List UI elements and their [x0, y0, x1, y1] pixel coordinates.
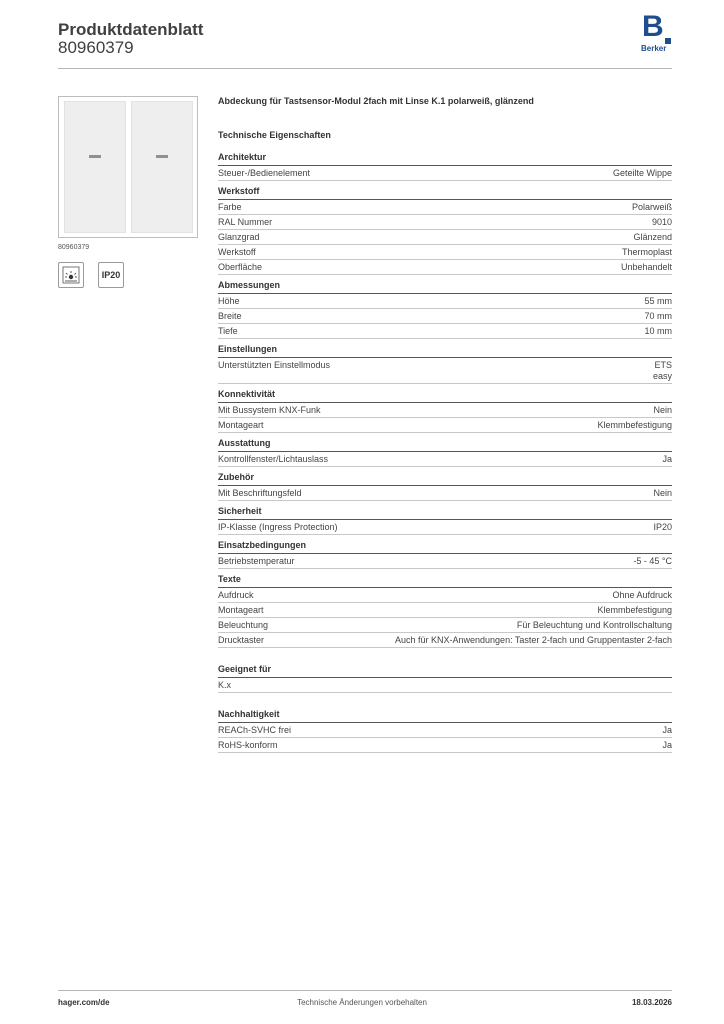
spec-label: Montageart: [218, 605, 264, 615]
spec-value: Thermoplast: [621, 247, 672, 257]
section-title: Abmessungen: [218, 280, 672, 294]
spec-value: Polarweiß: [631, 202, 672, 212]
spec-label: Mit Beschriftungsfeld: [218, 488, 302, 498]
spec-label: Oberfläche: [218, 262, 263, 272]
spec-label: Glanzgrad: [218, 232, 260, 242]
spec-value: 9010: [651, 217, 672, 227]
spec-value: Ja: [662, 725, 672, 735]
spec-label: RAL Nummer: [218, 217, 273, 227]
header-divider: [58, 68, 672, 69]
spec-value: Ja: [662, 454, 672, 464]
section-title: Geeignet für: [218, 664, 672, 678]
spec-row: [218, 618, 672, 633]
spec-label: IP-Klasse (Ingress Protection): [218, 522, 338, 532]
spec-value: Auch für KNX-Anwendungen: Taster 2-fach und Gruppentaster 2-fach: [395, 635, 672, 645]
lens-indicator: [89, 155, 101, 158]
section-title: Sicherheit: [218, 506, 672, 520]
image-caption: 80960379: [58, 244, 90, 251]
section-title: Zubehör: [218, 472, 672, 486]
spec-row: [218, 309, 672, 324]
section-title: Werkstoff: [218, 186, 672, 200]
spec-row: [218, 294, 672, 309]
spec-section: [218, 152, 672, 181]
footer-divider: [58, 990, 672, 991]
spec-value: Unbehandelt: [620, 262, 672, 272]
spec-row: [218, 633, 672, 648]
spec-section: [218, 709, 672, 753]
light-icon: [58, 262, 84, 288]
spec-section: [218, 438, 672, 467]
section-title: Ausstattung: [218, 438, 672, 452]
section-title: Architektur: [218, 152, 672, 166]
properties-heading: Technische Eigenschaften: [218, 130, 331, 140]
spec-value: 70 mm: [644, 311, 672, 321]
section-title: Einstellungen: [218, 344, 672, 358]
spec-label: Drucktaster: [218, 635, 265, 645]
spec-value: Glänzend: [633, 232, 672, 242]
spec-value: Ja: [662, 740, 672, 750]
ip-class-badge: IP20: [98, 262, 124, 288]
spec-value: Nein: [653, 405, 672, 415]
spec-row: [218, 403, 672, 418]
spec-label: Mit Bussystem KNX-Funk: [218, 405, 321, 415]
spec-section: [218, 389, 672, 433]
spec-section: [218, 186, 672, 275]
spec-row: [218, 678, 672, 693]
spec-row: [218, 554, 672, 569]
spec-row: [218, 358, 672, 384]
spec-value: Nein: [653, 488, 672, 498]
spec-sections: [218, 152, 672, 753]
spec-row: [218, 324, 672, 339]
spec-row: [218, 723, 672, 738]
spec-label: Kontrollfenster/Lichtauslass: [218, 454, 329, 464]
berker-logo: B Berker: [639, 16, 675, 56]
footer-note: Technische Änderungen vorbehalten: [297, 998, 427, 1007]
spec-row: [218, 200, 672, 215]
rocker-left: [64, 101, 126, 233]
spec-section: [218, 344, 672, 384]
spec-label: RoHS-konform: [218, 740, 278, 750]
spec-row: [218, 520, 672, 535]
spec-row: [218, 418, 672, 433]
spec-label: Breite: [218, 311, 242, 321]
spec-row: [218, 260, 672, 275]
spec-value: Ohne Aufdruck: [612, 590, 672, 600]
product-title: Abdeckung für Tastsensor-Modul 2fach mit Linse K.1 polarweiß, glänzend: [218, 96, 534, 106]
spec-value: Geteilte Wippe: [612, 168, 672, 178]
spec-label: Tiefe: [218, 326, 238, 336]
spec-section: [218, 472, 672, 501]
section-title: Nachhaltigkeit: [218, 709, 672, 723]
spec-value: -5 - 45 °C: [633, 556, 672, 566]
spec-row: [218, 230, 672, 245]
spec-section: [218, 506, 672, 535]
spec-section: [218, 540, 672, 569]
document-title: Produktdatenblatt: [58, 20, 204, 39]
article-number: 80960379: [58, 38, 134, 57]
spec-label: REACh-SVHC frei: [218, 725, 292, 735]
section-title: Einsatzbedingungen: [218, 540, 672, 554]
spec-value: Klemmbefestigung: [597, 605, 672, 615]
spec-row: [218, 245, 672, 260]
spec-section: [218, 280, 672, 339]
section-title: Konnektivität: [218, 389, 672, 403]
spec-label: K.x: [218, 680, 232, 690]
spec-row: [218, 738, 672, 753]
lens-indicator: [156, 155, 168, 158]
footer-date: 18.03.2026: [631, 998, 672, 1007]
spec-label: Beleuchtung: [218, 620, 269, 630]
spec-label: Werkstoff: [218, 247, 256, 257]
spec-value: Für Beleuchtung und Kontrollschaltung: [516, 620, 672, 630]
spec-row: [218, 215, 672, 230]
spec-value: ETS easy: [652, 360, 672, 381]
spec-row: [218, 486, 672, 501]
spec-label: Unterstützten Einstellmodus: [218, 360, 331, 370]
spec-value: 55 mm: [644, 296, 672, 306]
spec-column: [218, 96, 672, 753]
rocker-right: [131, 101, 193, 233]
spec-label: Betriebstemperatur: [218, 556, 295, 566]
spec-section: [218, 664, 672, 693]
spec-label: Aufdruck: [218, 590, 254, 600]
spec-section: [218, 574, 672, 648]
spec-value: IP20: [653, 522, 672, 532]
spec-label: Höhe: [218, 296, 240, 306]
spec-row: [218, 603, 672, 618]
spec-value: Klemmbefestigung: [597, 420, 672, 430]
footer-url[interactable]: hager.com/de: [58, 998, 110, 1007]
spec-row: [218, 588, 672, 603]
spec-row: [218, 452, 672, 467]
spec-value: 10 mm: [644, 326, 672, 336]
spec-label: Farbe: [218, 202, 242, 212]
spec-row: [218, 166, 672, 181]
spec-label: Montageart: [218, 420, 264, 430]
product-image: [58, 96, 198, 238]
spec-label: Steuer-/Bedienelement: [218, 168, 311, 178]
section-title: Texte: [218, 574, 672, 588]
